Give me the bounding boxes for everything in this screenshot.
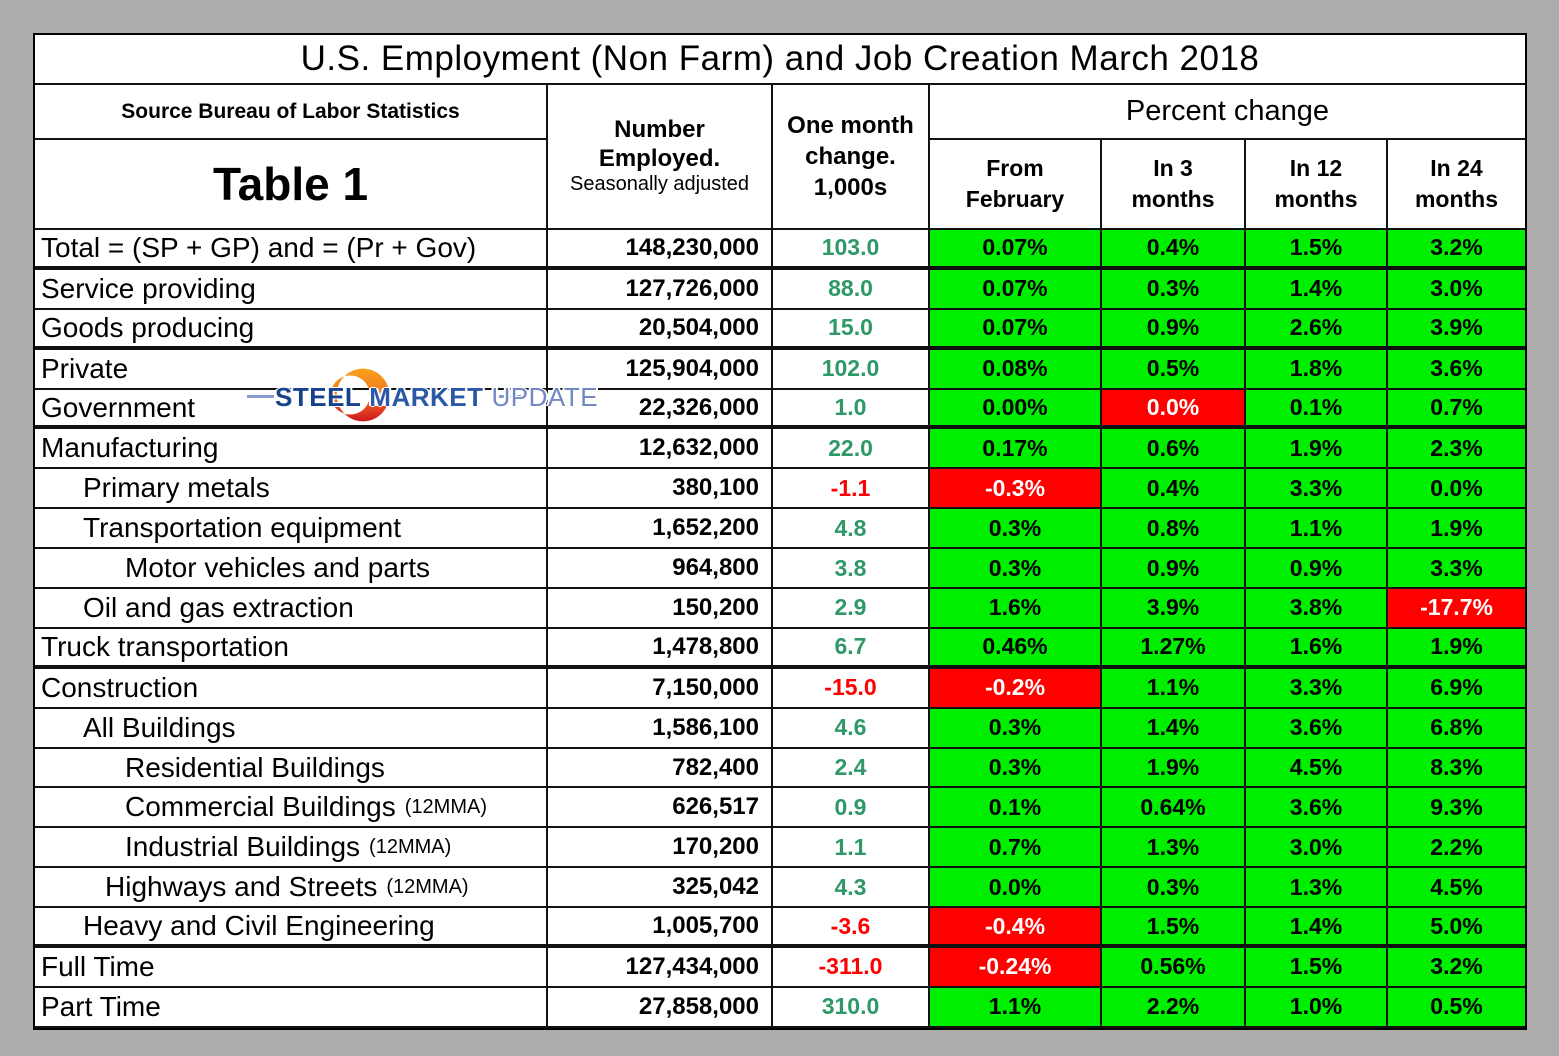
pct-in-24-months-cell: 5.0% bbox=[1388, 908, 1525, 948]
employed-value-cell: 7,150,000 bbox=[548, 669, 773, 709]
one-month-change-cell: 4.3 bbox=[773, 868, 930, 908]
pct-in-3-months-cell: 0.9% bbox=[1102, 310, 1246, 350]
pct-in-12-months-cell: 0.1% bbox=[1246, 390, 1388, 430]
pct-in-12-months-cell: 1.9% bbox=[1246, 429, 1388, 469]
employed-value-cell: 12,632,000 bbox=[548, 429, 773, 469]
one-month-change-cell: 102.0 bbox=[773, 350, 930, 390]
pct-in-12-months-cell: 3.6% bbox=[1246, 788, 1388, 828]
pct-from-february-cell: 1.6% bbox=[930, 589, 1102, 629]
row-label-note: (12MMA) bbox=[369, 835, 452, 858]
row-label bbox=[35, 230, 548, 270]
source-label: Source Bureau of Labor Statistics bbox=[35, 85, 548, 140]
row-label bbox=[35, 549, 548, 589]
pct-in-3-months-cell: 0.3% bbox=[1102, 868, 1246, 908]
pct-from-february-cell: 0.0% bbox=[930, 868, 1102, 908]
column-header-percent-change: Percent change bbox=[930, 85, 1525, 140]
employed-value-cell: 964,800 bbox=[548, 549, 773, 589]
row-label bbox=[35, 509, 548, 549]
pct-in-12-months-cell: 4.5% bbox=[1246, 749, 1388, 789]
pct-in-12-months-cell: 1.0% bbox=[1246, 988, 1388, 1028]
employed-value-cell: 127,434,000 bbox=[548, 948, 773, 988]
pct-from-february-cell: 0.08% bbox=[930, 350, 1102, 390]
employed-value-cell: 626,517 bbox=[548, 788, 773, 828]
employed-value-cell: 1,005,700 bbox=[548, 908, 773, 948]
pct-in-24-months-cell: 6.8% bbox=[1388, 709, 1525, 749]
row-label-text: Service providing bbox=[41, 272, 256, 304]
column-header-in-3-months bbox=[1102, 140, 1246, 230]
pct-in-24-months-cell: 1.9% bbox=[1388, 629, 1525, 669]
logo-word-update: UPDATE bbox=[491, 382, 599, 412]
row-label-text: Part Time bbox=[41, 990, 161, 1022]
pct-from-february-cell: 0.07% bbox=[930, 270, 1102, 310]
pct-from-february-cell: 0.00% bbox=[930, 390, 1102, 430]
pct-in-3-months-cell: 0.9% bbox=[1102, 549, 1246, 589]
row-label-text: Industrial Buildings bbox=[125, 831, 361, 863]
row-label-note: (12MMA) bbox=[404, 795, 487, 818]
header-line: Number bbox=[614, 116, 705, 144]
one-month-change-cell: 4.8 bbox=[773, 509, 930, 549]
pct-in-3-months-cell: 3.9% bbox=[1102, 589, 1246, 629]
pct-in-12-months-cell: 3.3% bbox=[1246, 669, 1388, 709]
row-label-text: Heavy and Civil Engineering bbox=[83, 910, 435, 942]
employed-value-cell: 380,100 bbox=[548, 469, 773, 509]
pct-in-3-months-cell: 1.27% bbox=[1102, 629, 1246, 669]
pct-in-12-months-cell: 1.6% bbox=[1246, 629, 1388, 669]
column-header-number-employed bbox=[548, 85, 773, 230]
row-label bbox=[35, 310, 548, 350]
employed-value-cell: 22,326,000 bbox=[548, 390, 773, 430]
column-header-from-february bbox=[930, 140, 1102, 230]
pct-in-24-months-cell: 3.3% bbox=[1388, 549, 1525, 589]
one-month-change-cell: 2.9 bbox=[773, 589, 930, 629]
pct-in-24-months-cell: 1.9% bbox=[1388, 509, 1525, 549]
pct-in-12-months-cell: 1.5% bbox=[1246, 230, 1388, 270]
employment-table bbox=[33, 33, 1527, 1030]
employed-value-cell: 150,200 bbox=[548, 589, 773, 629]
logo-wordmark bbox=[275, 382, 599, 413]
pct-in-24-months-cell: 3.0% bbox=[1388, 270, 1525, 310]
one-month-change-cell: 0.9 bbox=[773, 788, 930, 828]
pct-from-february-cell: -0.2% bbox=[930, 669, 1102, 709]
row-label-text: Highways and Streets bbox=[105, 871, 378, 903]
pct-from-february-cell: 0.3% bbox=[930, 509, 1102, 549]
row-label bbox=[35, 948, 548, 988]
header-line: From bbox=[986, 154, 1044, 181]
pct-in-3-months-cell: 0.8% bbox=[1102, 509, 1246, 549]
row-label-text: Total = (SP + GP) and = (Pr + Gov) bbox=[41, 231, 477, 263]
pct-from-february-cell: -0.24% bbox=[930, 948, 1102, 988]
pct-in-24-months-cell: 2.2% bbox=[1388, 828, 1525, 868]
pct-in-12-months-cell: 2.6% bbox=[1246, 310, 1388, 350]
pct-from-february-cell: -0.4% bbox=[930, 908, 1102, 948]
header-line: months bbox=[1274, 186, 1358, 212]
pct-in-24-months-cell: -17.7% bbox=[1388, 589, 1525, 629]
one-month-change-cell: 1.1 bbox=[773, 828, 930, 868]
header-line: One month bbox=[787, 111, 914, 139]
pct-from-february-cell: 0.3% bbox=[930, 709, 1102, 749]
column-header-one-month-change bbox=[773, 85, 930, 230]
logo-left-rule bbox=[247, 395, 274, 398]
one-month-change-cell: -1.1 bbox=[773, 469, 930, 509]
row-label bbox=[35, 469, 548, 509]
pct-in-24-months-cell: 0.5% bbox=[1388, 988, 1525, 1028]
one-month-change-cell: 103.0 bbox=[773, 230, 930, 270]
one-month-change-cell: -3.6 bbox=[773, 908, 930, 948]
header-line: In 12 bbox=[1289, 154, 1343, 181]
column-header-in-24-months bbox=[1388, 140, 1525, 230]
pct-in-12-months-cell: 1.4% bbox=[1246, 908, 1388, 948]
pct-in-3-months-cell: 1.9% bbox=[1102, 749, 1246, 789]
row-label-text: Construction bbox=[41, 671, 199, 703]
row-label-text: Goods producing bbox=[41, 311, 255, 343]
pct-in-24-months-cell: 3.2% bbox=[1388, 948, 1525, 988]
pct-in-12-months-cell: 3.0% bbox=[1246, 828, 1388, 868]
row-label bbox=[35, 828, 548, 868]
page-title: U.S. Employment (Non Farm) and Job Creation March 2018 bbox=[35, 35, 1525, 85]
pct-in-3-months-cell: 0.4% bbox=[1102, 469, 1246, 509]
pct-in-12-months-cell: 0.9% bbox=[1246, 549, 1388, 589]
pct-in-12-months-cell: 3.3% bbox=[1246, 469, 1388, 509]
pct-from-february-cell: -0.3% bbox=[930, 469, 1102, 509]
column-header-in-12-months bbox=[1246, 140, 1388, 230]
table-number-label: Table 1 bbox=[35, 140, 548, 230]
one-month-change-cell: -311.0 bbox=[773, 948, 930, 988]
pct-from-february-cell: 0.7% bbox=[930, 828, 1102, 868]
pct-in-24-months-cell: 8.3% bbox=[1388, 749, 1525, 789]
pct-from-february-cell: 0.3% bbox=[930, 549, 1102, 589]
pct-in-24-months-cell: 3.9% bbox=[1388, 310, 1525, 350]
pct-in-12-months-cell: 1.4% bbox=[1246, 270, 1388, 310]
row-label bbox=[35, 589, 548, 629]
row-label-text: Government bbox=[41, 391, 196, 423]
one-month-change-cell: 4.6 bbox=[773, 709, 930, 749]
pct-in-24-months-cell: 9.3% bbox=[1388, 788, 1525, 828]
row-label bbox=[35, 788, 548, 828]
employed-value-cell: 125,904,000 bbox=[548, 350, 773, 390]
row-label bbox=[35, 908, 548, 948]
pct-in-24-months-cell: 3.6% bbox=[1388, 350, 1525, 390]
employed-value-cell: 1,478,800 bbox=[548, 629, 773, 669]
pct-in-12-months-cell: 1.1% bbox=[1246, 509, 1388, 549]
row-label bbox=[35, 709, 548, 749]
row-label bbox=[35, 669, 548, 709]
header-line: February bbox=[965, 186, 1065, 212]
row-label bbox=[35, 270, 548, 310]
row-label bbox=[35, 749, 548, 789]
one-month-change-cell: 1.0 bbox=[773, 390, 930, 430]
employed-value-cell: 1,586,100 bbox=[548, 709, 773, 749]
row-label-text: Full Time bbox=[41, 950, 155, 982]
pct-in-24-months-cell: 0.0% bbox=[1388, 469, 1525, 509]
pct-in-3-months-cell: 0.64% bbox=[1102, 788, 1246, 828]
pct-in-12-months-cell: 1.3% bbox=[1246, 868, 1388, 908]
one-month-change-cell: 88.0 bbox=[773, 270, 930, 310]
pct-in-24-months-cell: 2.3% bbox=[1388, 429, 1525, 469]
row-label-text: Private bbox=[41, 352, 129, 384]
pct-in-24-months-cell: 4.5% bbox=[1388, 868, 1525, 908]
row-label bbox=[35, 988, 548, 1028]
pct-in-3-months-cell: 0.56% bbox=[1102, 948, 1246, 988]
row-label-text: Oil and gas extraction bbox=[83, 591, 354, 623]
one-month-change-cell: 2.4 bbox=[773, 749, 930, 789]
pct-in-3-months-cell: 0.6% bbox=[1102, 429, 1246, 469]
one-month-change-cell: 15.0 bbox=[773, 310, 930, 350]
row-label bbox=[35, 629, 548, 669]
one-month-change-cell: 310.0 bbox=[773, 988, 930, 1028]
pct-in-24-months-cell: 0.7% bbox=[1388, 390, 1525, 430]
one-month-change-cell: 22.0 bbox=[773, 429, 930, 469]
pct-in-3-months-cell: 0.4% bbox=[1102, 230, 1246, 270]
row-label-text: Primary metals bbox=[83, 472, 270, 504]
pct-in-3-months-cell: 1.5% bbox=[1102, 908, 1246, 948]
pct-from-february-cell: 0.07% bbox=[930, 230, 1102, 270]
row-label bbox=[35, 868, 548, 908]
employed-value-cell: 148,230,000 bbox=[548, 230, 773, 270]
row-label-text: All Buildings bbox=[83, 711, 236, 743]
pct-in-3-months-cell: 0.3% bbox=[1102, 270, 1246, 310]
row-label-text: Manufacturing bbox=[41, 432, 219, 464]
logo-word-steel: STEEL bbox=[275, 382, 362, 412]
one-month-change-cell: -15.0 bbox=[773, 669, 930, 709]
row-label-text: Truck transportation bbox=[41, 630, 289, 662]
pct-in-3-months-cell: 1.4% bbox=[1102, 709, 1246, 749]
pct-in-3-months-cell: 1.1% bbox=[1102, 669, 1246, 709]
pct-in-3-months-cell: 0.0% bbox=[1102, 390, 1246, 430]
row-label-text: Commercial Buildings bbox=[125, 791, 396, 823]
employed-value-cell: 325,042 bbox=[548, 868, 773, 908]
pct-in-24-months-cell: 6.9% bbox=[1388, 669, 1525, 709]
employed-value-cell: 27,858,000 bbox=[548, 988, 773, 1028]
pct-from-february-cell: 0.46% bbox=[930, 629, 1102, 669]
one-month-change-cell: 6.7 bbox=[773, 629, 930, 669]
row-label bbox=[35, 429, 548, 469]
header-line: Seasonally adjusted bbox=[569, 173, 749, 196]
header-line: 1,000s bbox=[813, 174, 888, 202]
row-label-text: Transportation equipment bbox=[83, 512, 402, 544]
pct-from-february-cell: 0.07% bbox=[930, 310, 1102, 350]
header-line: Employed. bbox=[598, 144, 721, 172]
header-line: In 3 bbox=[1153, 154, 1193, 181]
pct-in-3-months-cell: 0.5% bbox=[1102, 350, 1246, 390]
steel-market-update-logo bbox=[247, 360, 599, 432]
header-line: months bbox=[1414, 186, 1499, 212]
employed-value-cell: 170,200 bbox=[548, 828, 773, 868]
employed-value-cell: 1,652,200 bbox=[548, 509, 773, 549]
pct-from-february-cell: 0.1% bbox=[930, 788, 1102, 828]
header-line: change. bbox=[805, 142, 896, 170]
pct-in-12-months-cell: 1.5% bbox=[1246, 948, 1388, 988]
pct-in-12-months-cell: 1.8% bbox=[1246, 350, 1388, 390]
pct-in-12-months-cell: 3.6% bbox=[1246, 709, 1388, 749]
row-label-text: Motor vehicles and parts bbox=[125, 552, 431, 584]
pct-from-february-cell: 1.1% bbox=[930, 988, 1102, 1028]
employed-value-cell: 782,400 bbox=[548, 749, 773, 789]
logo-word-market: MARKET bbox=[369, 382, 484, 412]
pct-from-february-cell: 0.17% bbox=[930, 429, 1102, 469]
pct-from-february-cell: 0.3% bbox=[930, 749, 1102, 789]
row-label-text: Residential Buildings bbox=[125, 751, 385, 783]
row-label-note: (12MMA) bbox=[386, 875, 469, 898]
employed-value-cell: 127,726,000 bbox=[548, 270, 773, 310]
pct-in-3-months-cell: 1.3% bbox=[1102, 828, 1246, 868]
header-line: months bbox=[1131, 186, 1215, 212]
pct-in-24-months-cell: 3.2% bbox=[1388, 230, 1525, 270]
one-month-change-cell: 3.8 bbox=[773, 549, 930, 589]
employed-value-cell: 20,504,000 bbox=[548, 310, 773, 350]
pct-in-12-months-cell: 3.8% bbox=[1246, 589, 1388, 629]
pct-in-3-months-cell: 2.2% bbox=[1102, 988, 1246, 1028]
header-line: In 24 bbox=[1430, 154, 1483, 181]
